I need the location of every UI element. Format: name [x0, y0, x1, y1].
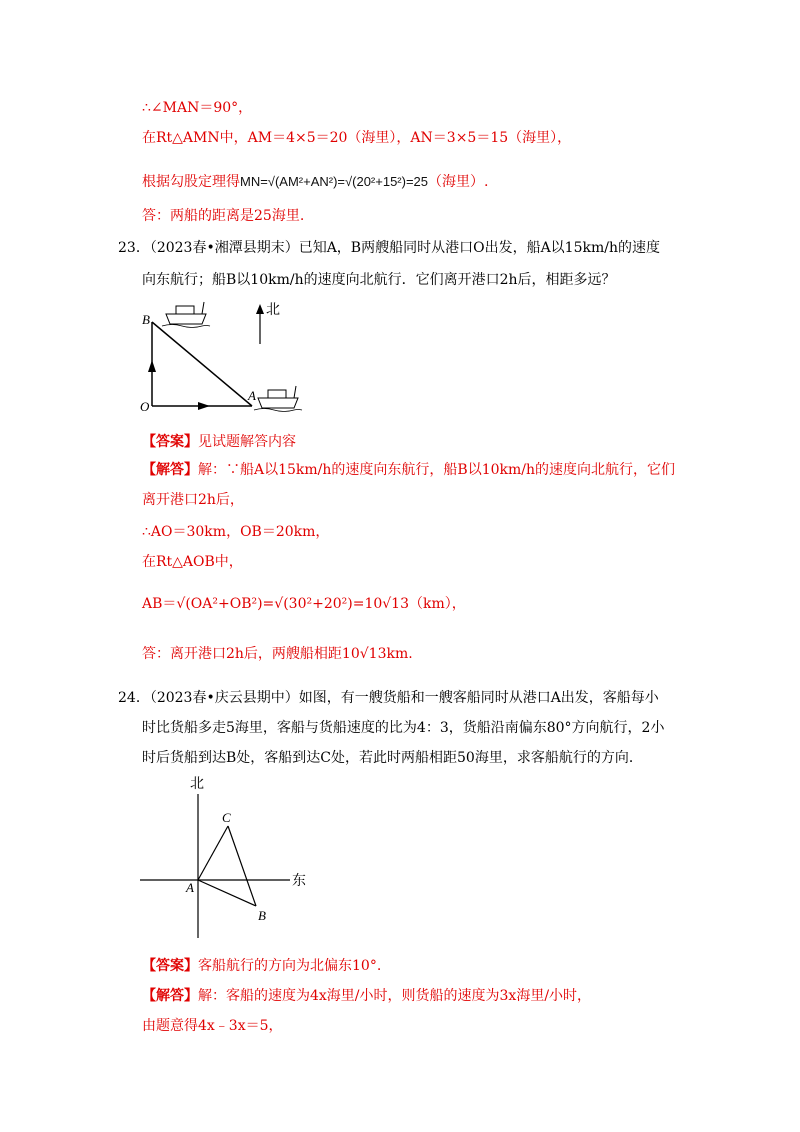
q23-analysis-line-4: 在Rt△AOB中， — [142, 554, 243, 570]
cb-segment — [228, 826, 256, 906]
label-a: A — [248, 388, 256, 403]
east-arrow-icon — [198, 402, 210, 410]
ab-segment — [152, 322, 252, 406]
ab-segment — [198, 880, 256, 906]
q24-stem-line-1: 24．（2023春•庆云县期中）如图，有一艘货船和一艘客船同时从港口A出发，客船每小 — [118, 690, 659, 706]
label-b: B — [258, 908, 266, 923]
north-arrow-icon — [148, 360, 156, 372]
ship-a-icon — [254, 386, 302, 412]
label-a: A — [186, 880, 194, 895]
q24-analysis-line-2: 由题意得4x﹣3x＝5， — [142, 1018, 283, 1034]
unit-label: （海里）. — [428, 174, 489, 190]
mn-formula: MN=√(AM²+AN²)=√(20²+15²)=25 — [240, 174, 429, 189]
label-north: 北 — [190, 777, 204, 792]
q23-stem-line-1: 23．（2023春•湘潭县期末）已知A，B两艘船同时从港口O出发，船A以15km/h的速度 — [118, 240, 660, 256]
answer-tag: 【答案】 — [142, 434, 198, 450]
analysis-tag: 【解答】 — [142, 462, 198, 478]
prev-solution-line-3 — [142, 172, 488, 192]
q24-stem-line-3: 时后货船到达B处，客船到达C处，若此时两船相距50海里，求客船航行的方向． — [142, 750, 643, 766]
q23-analysis-line-1 — [142, 460, 675, 480]
label-east: 东 — [292, 874, 306, 889]
ship-b-icon — [162, 302, 210, 328]
ab-label: AB＝ — [142, 596, 177, 612]
q24-analysis-line-1 — [142, 986, 591, 1006]
unit-km: （km）， — [409, 596, 466, 612]
q24-stem-line-2: 时比货船多走5海里，客船与货船速度的比为4：3，货船沿南偏东80°方向航行，2小 — [142, 720, 665, 736]
analysis-text: 解：客船的速度为4x海里/小时，则货船的速度为3x海里/小时， — [198, 988, 592, 1004]
q23-analysis-line-5 — [142, 594, 466, 614]
analysis-text: 解：∵船A以15km/h的速度向东航行，船B以10km/h的速度向北航行，它们 — [198, 462, 676, 478]
q24-figure — [138, 774, 318, 944]
label-c: C — [222, 810, 231, 825]
north-indicator-icon — [256, 304, 264, 314]
q23-stem-line-2: 向东航行；船B以10km/h的速度向北航行．它们离开港口2h后，相距多远？ — [142, 272, 616, 288]
prev-solution-answer: 答：两船的距离是25海里. — [142, 208, 305, 224]
ab-formula: √(OA²+OB²)=√(30²+20²)=10√13 — [176, 596, 409, 612]
q23-analysis-line-2: 离开港口2h后， — [142, 492, 244, 508]
prev-solution-line-1: ∴∠MAN＝90°， — [142, 100, 253, 116]
answer-text: 见试题解答内容 — [198, 434, 296, 450]
q23-answer — [142, 432, 296, 452]
prev-solution-line-2: 在Rt△AMN中，AM＝4×5＝20（海里），AN＝3×5＝15（海里）， — [142, 130, 572, 146]
pythagoras-label: 根据勾股定理得 — [142, 174, 240, 190]
answer-tag: 【答案】 — [142, 958, 198, 974]
ac-segment — [198, 826, 228, 880]
answer-text: 客船航行的方向为北偏东10°. — [198, 958, 382, 974]
q23-figure — [132, 296, 332, 424]
label-o: O — [140, 399, 150, 414]
q24-answer — [142, 956, 381, 976]
label-north: 北 — [266, 303, 280, 318]
q23-analysis-line-3: ∴AO＝30km，OB＝20km， — [142, 524, 330, 540]
label-b: B — [142, 312, 150, 327]
analysis-tag: 【解答】 — [142, 988, 198, 1004]
q23-final-answer: 答：离开港口2h后，两艘船相距10√13km. — [142, 646, 413, 662]
